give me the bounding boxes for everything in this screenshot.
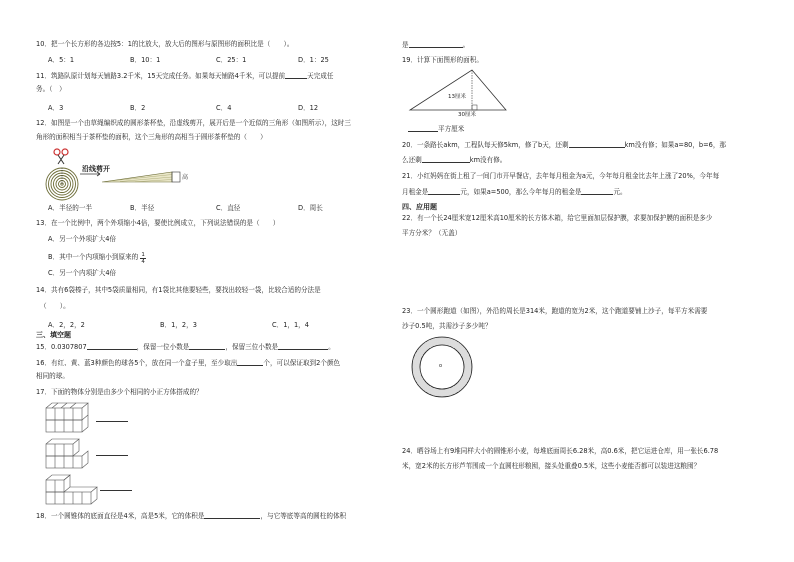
question-24-line1: 24．晒谷场上有9堆同样大小的圆锥形小麦，每堆底面周长6.28米，高0.6米，把它运进仓库，用一张长6.78	[402, 447, 719, 455]
question-13: 13．在一个比例中，两个外项缩小4倍，要使比例成立，下列说法错误的是（ ）	[36, 219, 280, 227]
question-13-option-c: C．另一个内项扩大4倍	[48, 269, 117, 277]
question-20-line2	[402, 155, 506, 165]
option-a: A．2，2，2	[48, 321, 85, 329]
option-b: B．10：1	[130, 56, 161, 64]
q11-blank	[285, 71, 307, 79]
q16-text: 16．有红、黄、蓝3种颜色的球各5个，放在同一个盒子里，至少取出	[36, 359, 238, 367]
q19-unit: 平方厘米	[438, 125, 465, 133]
q19-blank	[408, 124, 438, 132]
q20-blank-2	[422, 155, 470, 163]
question-11-line2: 务。（ ）	[36, 85, 66, 93]
q17-answer-line-3	[100, 490, 132, 491]
fraction	[140, 252, 146, 265]
right-column	[402, 0, 782, 562]
question-14-line2: （ ）。	[40, 302, 70, 310]
option-c: C．25：1	[216, 56, 247, 64]
option-b: B．1，2，3	[160, 321, 197, 329]
q15-blank-1	[87, 342, 137, 350]
option-d: D．1：25	[298, 56, 329, 64]
question-19: 19．计算下面图形的面积。	[402, 56, 483, 64]
question-18	[36, 511, 346, 521]
question-21-line2	[402, 187, 627, 197]
option-b: B．半径	[130, 204, 155, 212]
question-20-line1	[402, 140, 726, 150]
option-d: D．周长	[298, 204, 323, 212]
scissors-icon	[54, 149, 68, 164]
option-c: C．4	[216, 104, 232, 112]
q15-blank-3	[278, 342, 328, 350]
question-13-option-a: A．另一个外项扩大4倍	[48, 235, 117, 243]
question-15	[36, 342, 335, 352]
q17-answer-line-1	[96, 421, 128, 422]
question-22-line2: 平方分米？（无盖）	[402, 229, 462, 237]
q20-text: 20．一条路长akm，工程队每天修5km，修了b天，还剩	[402, 141, 569, 149]
question-12-line2: 角形的面积相当于茶杯垫的面积，这个三角形的高相当于圆形茶杯垫的（ ）	[36, 133, 267, 141]
q17-answer-line-2	[96, 455, 128, 456]
q20-line2-end: km没有修。	[469, 156, 507, 164]
q18-text: 18．一个圆锥体的底面直径是4米，高是5米，它的体积是	[36, 512, 205, 520]
q15-blank-2	[189, 342, 225, 350]
cube-figure-2	[46, 439, 88, 468]
question-23-line2: 沙子0.5吨，共需沙子多少吨？	[402, 322, 492, 330]
question-18-continued	[402, 40, 469, 50]
q15-end: 。	[328, 343, 335, 351]
question-24-line2: 米，宽2米的长方形芦苇围成一个直圆柱形粮囤，接头处重叠0.5米，这些小麦能否都可以装进这粮囤？	[402, 462, 701, 470]
question-10: 10．把一个长方形的各边按5：1的比放大，放大后的图形与原图形的面积比是（ ）。	[36, 40, 294, 48]
left-column	[0, 0, 380, 562]
q20-mid: km没有修；如果a=80，b=6，那	[624, 141, 727, 149]
q21-mid: 元，如果a=500，那么今年每月的租金是	[460, 188, 582, 196]
q18-text-post: ，与它等底等高的圆柱的体积	[260, 512, 347, 520]
fraction-numerator: 1	[141, 252, 145, 258]
question-16-line2: 相同的球。	[36, 372, 69, 380]
q18-blank	[204, 511, 260, 519]
section-3-heading: 三、填空题	[36, 331, 71, 339]
cube-figure-3	[46, 475, 97, 504]
fraction-denominator: 4	[141, 259, 145, 265]
q15-number: 15．0.0307807	[36, 343, 87, 351]
q21-end: 元。	[613, 188, 627, 196]
coaster-figure	[40, 148, 200, 208]
cut-label: 沿线剪开	[82, 165, 110, 173]
height-label: 高	[182, 174, 189, 181]
section-4-heading: 四、应用题	[402, 203, 437, 211]
triangle-height-label: 13厘米	[448, 94, 466, 100]
option-c: C．直径	[216, 204, 241, 212]
option-a: A．3	[48, 104, 64, 112]
option-a: A．5：1	[48, 56, 75, 64]
option-b: B．2	[130, 104, 146, 112]
triangle-base-label: 30厘米	[458, 112, 476, 118]
question-13-option-b	[48, 252, 146, 265]
q15-mid2: ，保留三位小数是	[225, 343, 279, 351]
option-c: C．1，1，4	[272, 321, 309, 329]
unrolled-triangle	[102, 172, 180, 182]
q19-answer	[408, 124, 464, 134]
question-11-line1	[36, 71, 333, 81]
question-16-line1	[36, 358, 340, 368]
question-12-line1: 12．如图是一个由草绳编织成的圆形茶杯垫，沿虚线剪开，展开后是一个近似的三角形（如图所示），这时三	[36, 119, 351, 127]
q21-blank-2	[581, 187, 613, 195]
cube-figure-1	[46, 403, 88, 432]
cube-figures	[44, 400, 144, 510]
question-21-line1: 21．小红妈妈在街上租了一间门市开早餐店，去年每月租金为a元，今年每月租金比去年上涨了20%，今年每	[402, 172, 720, 180]
q16-text-post: 个，可以保证取到2个颜色	[263, 359, 341, 367]
option-b-text: B．其中一个内项缩小到原来的	[48, 253, 139, 261]
q21-blank-1	[428, 187, 460, 195]
q20-blank-1	[569, 140, 625, 148]
q11-text: 11．筑路队原计划每天铺路3.2千米，15天完成任务。如果每天铺路4千米，可以提前	[36, 72, 286, 80]
q20-line2-text: 么还剩	[402, 156, 422, 164]
question-23-line1: 23．一个圆形跑道（如图），外沿的周长是314米，跑道的宽为2米，这个跑道要铺上沙子，每平方米需要	[402, 307, 708, 315]
option-d: D．12	[298, 104, 319, 112]
q18-cont-text: 是	[402, 41, 409, 49]
q15-mid: ，保留一位小数是	[136, 343, 190, 351]
q21-text: 月租金是	[402, 188, 429, 196]
option-a: A．半径的一半	[48, 204, 93, 212]
question-14-line1: 14．共有6袋榛子，其中5袋质量相同，有1袋比其他要轻些，要找出较轻一袋，比较合适的分法是	[36, 286, 321, 294]
q16-blank	[237, 358, 263, 366]
triangle-figure	[408, 68, 508, 114]
q18-cont-end: 。	[462, 41, 470, 49]
q18-cont-blank	[409, 40, 463, 48]
question-22-line1: 22．有一个长24厘米宽12厘米高10厘米的长方体木箱，给它里面加层保护膜，求要加保护膜的面积是多少	[402, 214, 713, 222]
question-17: 17．下面的物体分别是由多少个相同的小正方体搭成的？	[36, 388, 203, 396]
q11-text-end: 天完成任	[307, 72, 334, 80]
track-center-label: ο	[439, 363, 443, 369]
